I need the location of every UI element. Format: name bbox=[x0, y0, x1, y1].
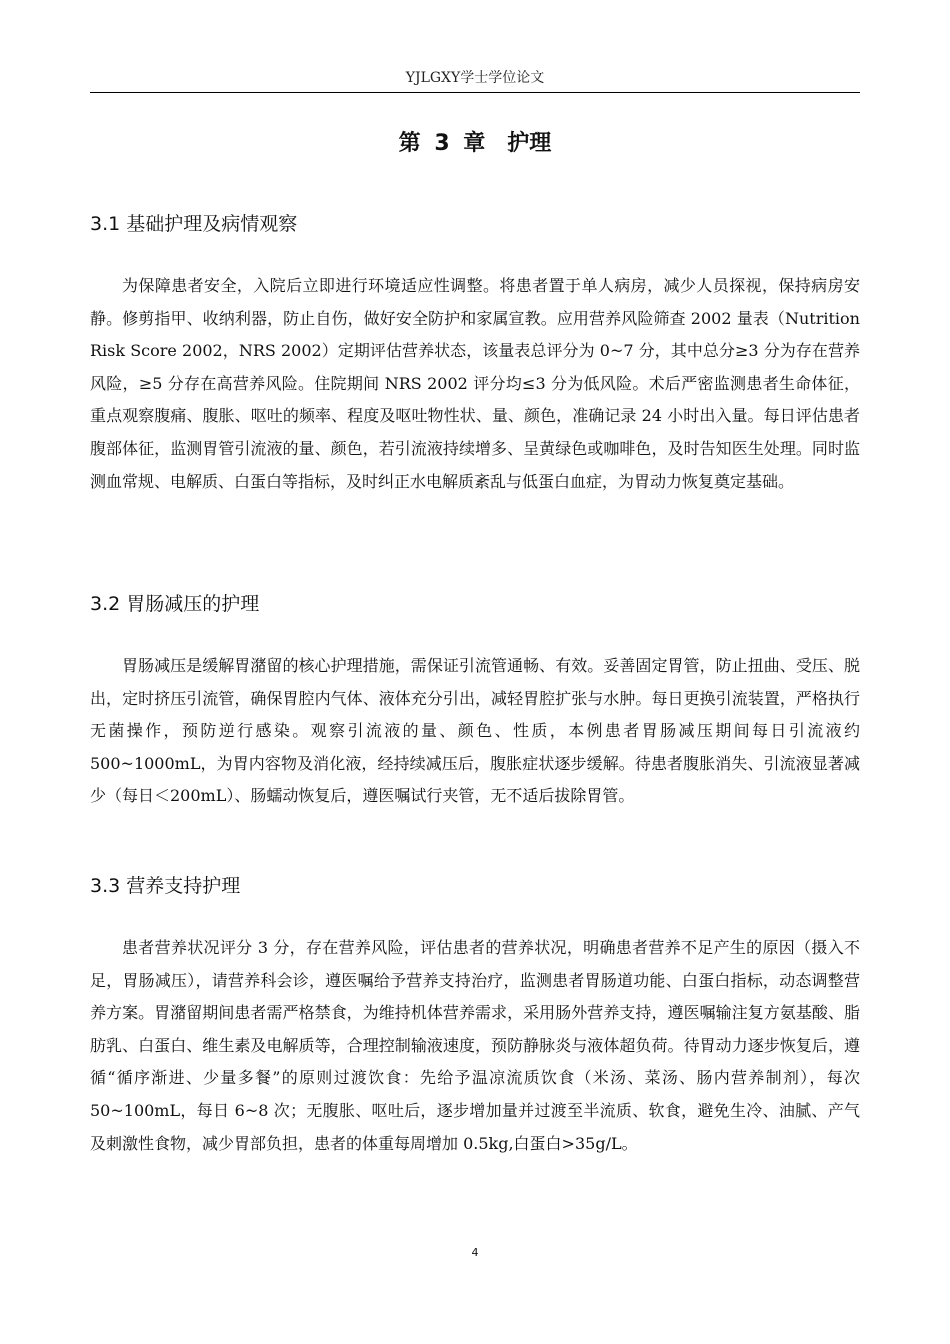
section-body-3-1: 为保障患者安全，入院后立即进行环境适应性调整。将患者置于单人病房，减少人员探视，保持病房安静。修剪指甲、收纳利器，防止自伤，做好安全防护和家属宣教。应用营养风险筛查 2002 量表（Nutrition Risk Score 2002，NRS 2002）定期评估营养状态，该量表总评分为 0~7 分，其中总分≥3 分为存在营养风险，≥5 分存在高营养风险。住院期间 NRS 2002 评分均≤3 分为低风险。术后严密监测患者生命体征，重点观察腹痛、腹胀、呕吐的频率、程度及呕吐物性状、量、颜色，准确记录 24 小时出入量。每日评估患者腹部体征，监测胃管引流液的量、颜色，若引流液持续增多、呈黄绿色或咖啡色，及时告知医生处理。同时监测血常规、电解质、白蛋白等指标，及时纠正水电解质紊乱与低蛋白血症，为胃动力恢复奠定基础。 bbox=[90, 276, 860, 491]
section-body-3-3: 患者营养状况评分 3 分，存在营养风险，评估患者的营养状况，明确患者营养不足产生的原因（摄入不足，胃肠减压），请营养科会诊，遵医嘱给予营养支持治疗，监测患者胃肠道功能、白蛋白指标，动态调整营养方案。胃潴留期间患者需严格禁食，为维持机体营养需求，采用肠外营养支持，遵医嘱输注复方氨基酸、脂肪乳、白蛋白、维生素及电解质等，合理控制输液速度，预防静脉炎与液体超负荷。待胃动力逐步恢复后，遵循“循序渐进、少量多餐”的原则过渡饮食：先给予温凉流质饮食（米汤、菜汤、肠内营养制剂），每次 50~100mL，每日 6~8 次；无腹胀、呕吐后，逐步增加量并过渡至半流质、软食，避免生冷、油腻、产气及刺激性食物，减少胃部负担，患者的体重每周增加 0.5kg,白蛋白>35g/L。 bbox=[90, 938, 860, 1153]
section-title-3-1: 3.1 基础护理及病情观察 bbox=[90, 213, 298, 235]
section-title-3-2: 3.2 胃肠减压的护理 bbox=[90, 593, 260, 615]
chapter-title: 第 3 章 护理 bbox=[398, 131, 552, 156]
running-header: YJLGXY学士学位论文 bbox=[405, 70, 545, 86]
section-title-3-3: 3.3 营养支持护理 bbox=[90, 875, 241, 897]
page-number: 4 bbox=[471, 1246, 479, 1259]
section-body-3-2: 胃肠减压是缓解胃潴留的核心护理措施，需保证引流管通畅、有效。妥善固定胃管，防止扭曲、受压、脱出，定时挤压引流管，确保胃腔内气体、液体充分引出，减轻胃腔扩张与水肿。每日更换引流装置，严格执行无菌操作，预防逆行感染。观察引流液的量、颜色、性质，本例患者胃肠减压期间每日引流液约 500~1000mL，为胃内容物及消化液，经持续减压后，腹胀症状逐步缓解。待患者腹胀消失、引流液显著减少（每日＜200mL）、肠蠕动恢复后，遵医嘱试行夹管，无不适后拔除胃管。 bbox=[90, 656, 860, 806]
header-divider bbox=[90, 92, 860, 93]
